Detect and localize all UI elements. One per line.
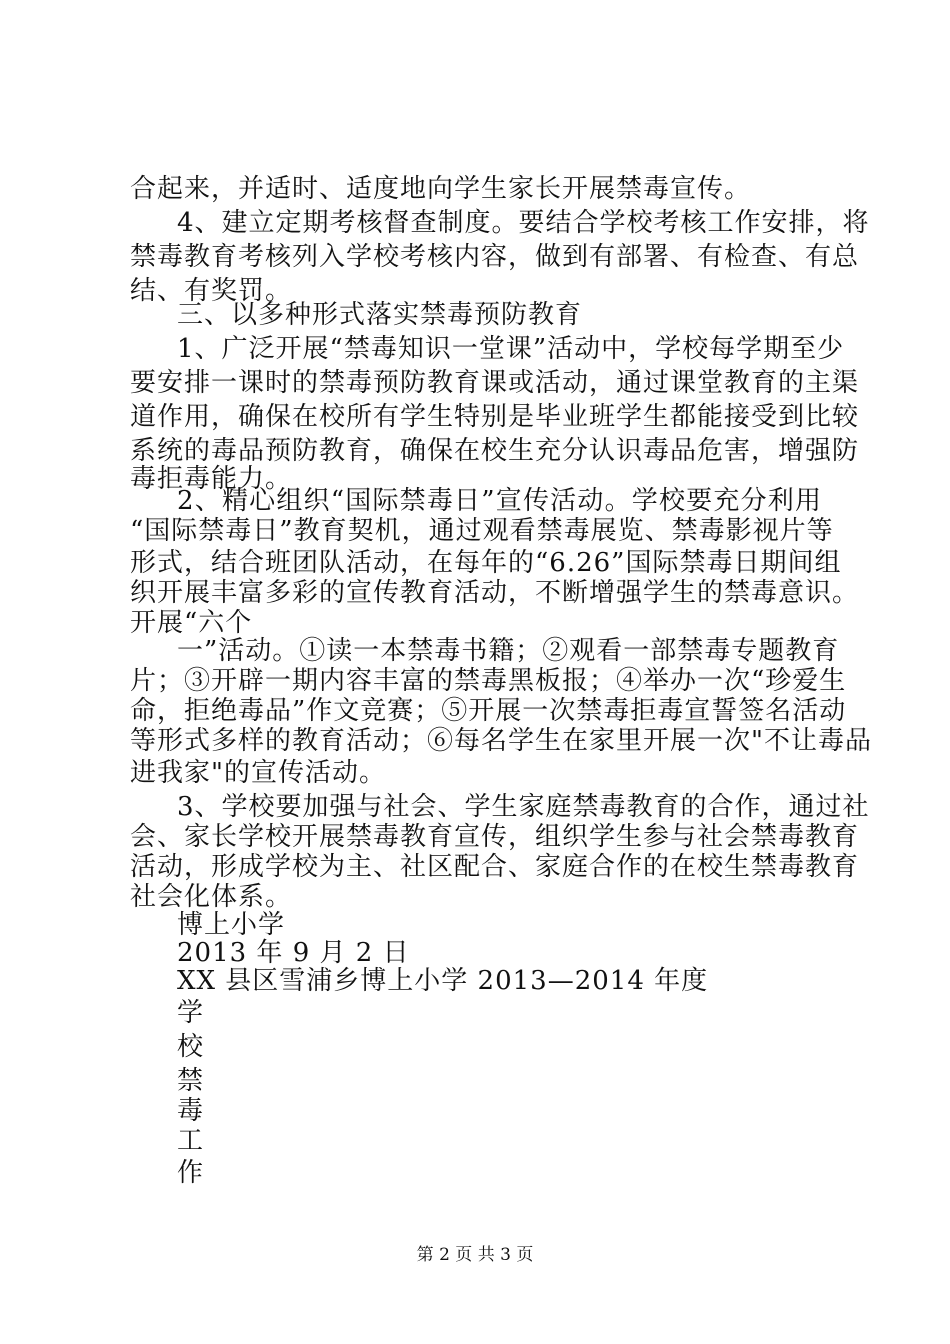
body-line: 禁毒教育考核列入学校考核内容，做到有部署、有检查、有总 bbox=[130, 242, 860, 272]
body-line: 一”活动。①读一本禁毒书籍；②观看一部禁毒专题教育 bbox=[177, 636, 840, 666]
body-line: 合起来，并适时、适度地向学生家长开展禁毒宣传。 bbox=[130, 174, 752, 204]
vertical-char: 校 bbox=[177, 1032, 204, 1062]
body-line: 道作用，确保在校所有学生特别是毕业班学生都能接受到比较 bbox=[130, 402, 860, 432]
body-line: 命，拒绝毒品”作文竞赛；⑤开展一次禁毒拒毒宣誓签名活动 bbox=[130, 696, 847, 726]
body-line: 1、广泛开展“禁毒知识一堂课”活动中，学校每学期至少 bbox=[177, 334, 845, 364]
body-line: 毒拒毒能力。 bbox=[130, 464, 293, 494]
body-line: “国际禁毒日”教育契机，通过观看禁毒展览、禁毒影视片等 bbox=[130, 516, 834, 546]
vertical-char: 学 bbox=[177, 998, 204, 1028]
vertical-char: 毒 bbox=[177, 1096, 204, 1126]
next-doc-title: XX 县区雪浦乡博上小学 2013—2014 年度 bbox=[177, 966, 709, 996]
signature-school: 博上小学 bbox=[177, 910, 286, 940]
body-line: 织开展丰富多彩的宣传教育活动，不断增强学生的禁毒意识。 bbox=[130, 578, 860, 608]
page-footer: 第 2 页 共 3 页 bbox=[416, 1245, 534, 1265]
body-line: 系统的毒品预防教育，确保在校生充分认识毒品危害，增强防 bbox=[130, 436, 860, 466]
body-line: 会、家长学校开展禁毒教育宣传，组织学生参与社会禁毒教育 bbox=[130, 822, 860, 852]
section-heading: 三、以多种形式落实禁毒预防教育 bbox=[177, 300, 583, 330]
body-line: 开展“六个 bbox=[130, 608, 253, 638]
body-line: 等形式多样的教育活动；⑥每名学生在家里开展一次"不让毒品 bbox=[130, 726, 872, 756]
signature-date: 2013 年 9 月 2 日 bbox=[177, 938, 410, 968]
body-line: 结、有奖罚。 bbox=[130, 276, 293, 306]
body-line: 3、学校要加强与社会、学生家庭禁毒教育的合作，通过社 bbox=[177, 792, 870, 822]
body-line: 4、建立定期考核督查制度。要结合学校考核工作安排，将 bbox=[177, 208, 870, 238]
vertical-char: 禁 bbox=[177, 1066, 204, 1096]
body-line: 形式，结合班团队活动，在每年的“6.26”国际禁毒日期间组 bbox=[130, 548, 842, 578]
vertical-char: 工 bbox=[177, 1126, 204, 1156]
body-line: 社会化体系。 bbox=[130, 882, 293, 912]
body-line: 2、精心组织“国际禁毒日”宣传活动。学校要充分利用 bbox=[177, 486, 822, 516]
body-line: 活动，形成学校为主、社区配合、家庭合作的在校生禁毒教育 bbox=[130, 852, 860, 882]
body-line: 要安排一课时的禁毒预防教育课或活动，通过课堂教育的主渠 bbox=[130, 368, 860, 398]
body-line: 进我家"的宣传活动。 bbox=[130, 758, 386, 788]
vertical-char: 作 bbox=[177, 1158, 204, 1188]
body-line: 片；③开辟一期内容丰富的禁毒黑板报；④举办一次“珍爱生 bbox=[130, 666, 847, 696]
